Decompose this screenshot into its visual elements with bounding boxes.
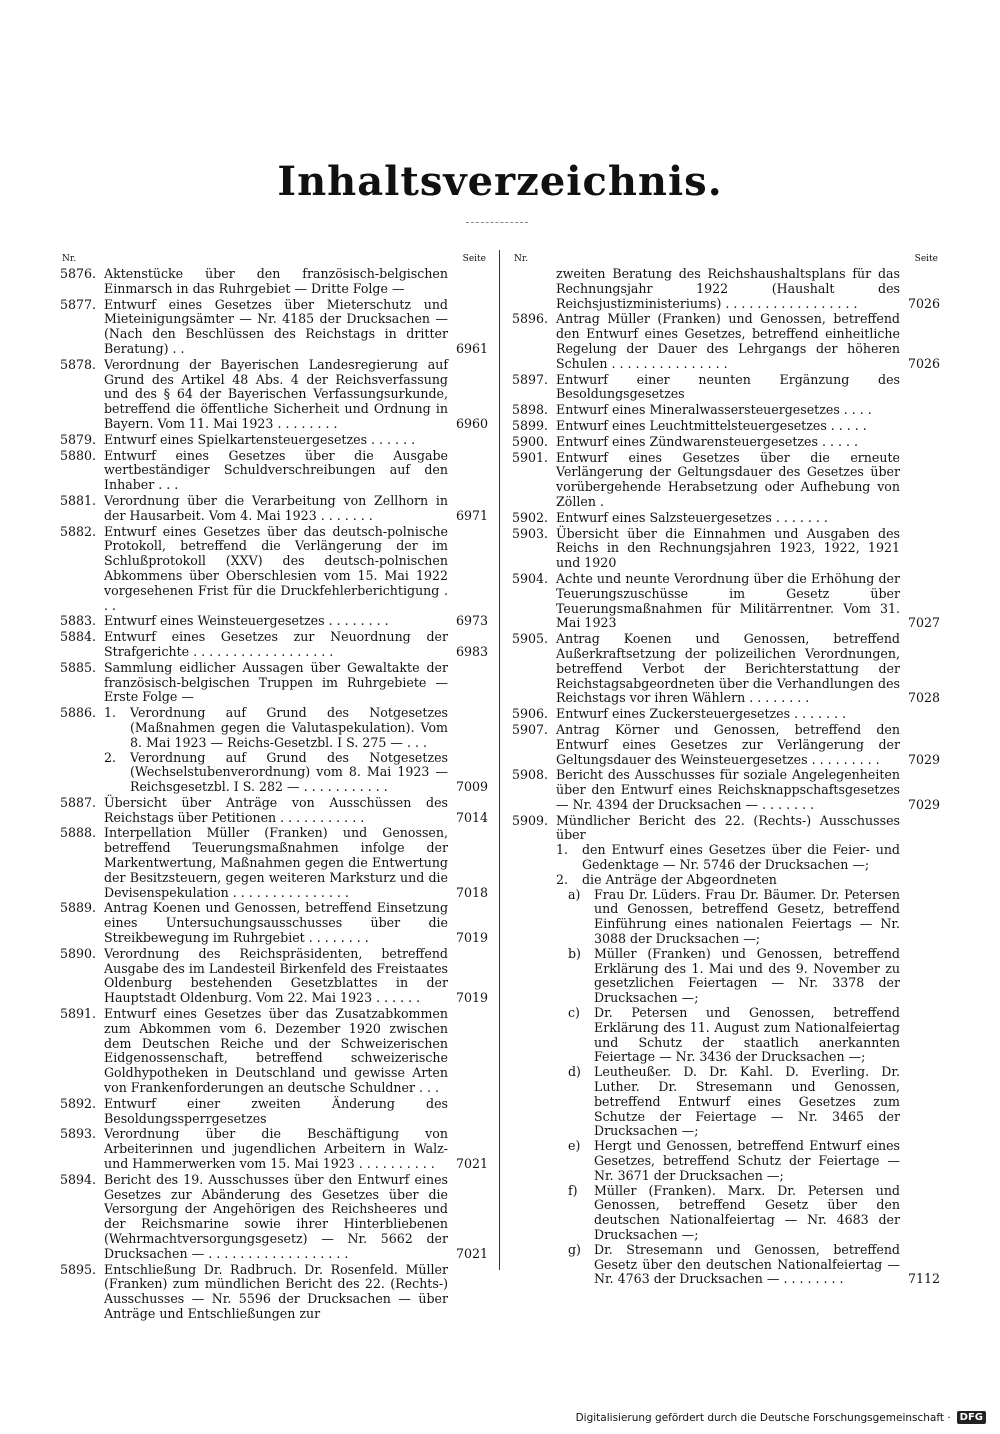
toc-entry xyxy=(60,614,488,629)
toc-entry xyxy=(60,826,488,900)
entry-content xyxy=(556,707,900,722)
entry-number: 5889. xyxy=(60,900,97,916)
entry-content xyxy=(104,1007,448,1096)
entry-body xyxy=(104,706,488,795)
entry-text: Antrag Koenen und Genossen, betreffend Einsetzung eines Untersuchungsausschusses über die Streikbewegung im Ruhrgebiet . . . . . . . . xyxy=(104,900,448,946)
entry-number: 5883. xyxy=(60,613,97,629)
entry-body xyxy=(556,707,940,722)
footer-credit xyxy=(576,1411,986,1424)
toc-entry xyxy=(60,449,488,493)
toc-entry xyxy=(512,373,940,403)
toc-entry xyxy=(512,572,940,631)
toc-entry xyxy=(60,706,488,795)
entry-page-number: 7021 xyxy=(455,1245,488,1261)
toc-entry xyxy=(60,358,488,432)
toc-entries-left xyxy=(60,267,488,1322)
entry-content xyxy=(556,723,900,767)
entry-page-number: 7026 xyxy=(907,355,940,371)
entry-page-number: 7014 xyxy=(455,809,488,825)
entry-body xyxy=(104,661,488,705)
entry-sub-item xyxy=(104,706,448,750)
entry-body xyxy=(104,1173,488,1262)
entry-text: Aktenstücke über den französisch-belgischen Einmarsch in das Ruhrgebiet — Dritte Folge — xyxy=(104,266,448,296)
entry-sub-item xyxy=(568,1065,900,1139)
entry-text: Entwurf einer zweiten Änderung des Besoldungssperrgesetzes xyxy=(104,1095,448,1126)
entry-sub-item xyxy=(568,1184,900,1243)
entry-body xyxy=(556,419,940,434)
sub-item-text: Dr. Petersen und Genossen, betreffend Erklärung des 11. August zum Nationalfeiertag und Schutz der staatlich anerkannten Feiertage — Nr. 3436 der Drucksachen —; xyxy=(594,1005,900,1065)
toc-entry xyxy=(60,494,488,524)
entry-text: Achte und neunte Verordnung über die Erhöhung der Teuerungszuschüsse im Gesetz über Teuerungsmaßnahmen für Militärrentner. Vom 31. Mai 1923 xyxy=(556,570,900,631)
entry-number: 5907. xyxy=(512,721,549,737)
toc-entry xyxy=(60,433,488,448)
entry-page-number: 7021 xyxy=(455,1156,488,1172)
entry-body xyxy=(104,826,488,900)
sub-item-text: die Anträge der Abgeordneten xyxy=(582,871,777,887)
toc-entry xyxy=(60,298,488,357)
entry-number: 5879. xyxy=(60,431,97,447)
entry-content xyxy=(104,796,448,826)
entry-text: Entwurf eines Salzsteuergesetzes . . . . . . . xyxy=(556,509,828,525)
entry-number: 5896. xyxy=(512,311,549,327)
toc-entry xyxy=(512,451,940,510)
toc-entry xyxy=(512,723,940,767)
entry-content xyxy=(104,1173,448,1262)
entry-content xyxy=(556,373,900,403)
entry-content xyxy=(556,511,900,526)
toc-entry xyxy=(60,1263,488,1322)
entry-number: 5878. xyxy=(60,356,97,372)
entry-text: Verordnung des Reichspräsidenten, betreffend Ausgabe des im Landesteil Birkenfeld des Freistaates Oldenburg bestehenden Gesetzblattes in der Hauptstadt Oldenburg. Vom 22. Mai 1923 . . . . . . xyxy=(104,945,448,1006)
entry-body xyxy=(104,358,488,432)
entry-page-number: 7027 xyxy=(907,615,940,631)
entry-content xyxy=(104,358,448,432)
toc-entry xyxy=(60,267,488,297)
entry-sub-item xyxy=(556,843,900,873)
entry-number: 5898. xyxy=(512,402,549,418)
entry-text: Verordnung der Bayerischen Landesregierung auf Grund des Artikel 48 Abs. 4 der Reichsverfassung und des § 64 der Bayerischen Verfassungsurkunde, betreffend die öffentliche Sicherheit und Ordnung in Bayern. Vom 11. Mai 1923 . . . . . . . . xyxy=(104,356,448,431)
toc-entry xyxy=(512,403,940,418)
entry-content xyxy=(104,901,448,945)
toc-entry xyxy=(512,267,940,311)
entry-text: Entwurf eines Zündwarensteuergesetzes . . . . . xyxy=(556,433,858,449)
entry-text: Entwurf eines Gesetzes über Mieterschutz und Mieteinigungsämter — Nr. 4185 der Drucksachen — (Nach den Beschlüssen des Reichstags in dritter Beratung) . . xyxy=(104,296,448,356)
entry-content xyxy=(104,1097,448,1127)
entry-sub-item xyxy=(568,888,900,947)
entry-content xyxy=(104,298,448,357)
entry-number: 5890. xyxy=(60,945,97,961)
entry-text: Bericht des 19. Ausschusses über den Entwurf eines Gesetzes zur Abänderung des Gesetzes über die Versorgung der Angehörigen des Reichsheeres und der Reichsmarine sowie ihrer Hinterbliebenen (Wehrmachtversorgungsgesetz) — Nr. 5662 der Drucksachen — . . . . . . . . . . . . . . . . . . xyxy=(104,1171,448,1261)
toc-entry xyxy=(512,435,940,450)
entry-page-number: 6960 xyxy=(455,415,488,431)
entry-text: Antrag Müller (Franken) und Genossen, betreffend den Entwurf eines Gesetzes, betreffend einheitliche Regelung der Dauer des Lehrgangs der höheren Schulen . . . . . . . . . . . . . . . xyxy=(556,311,900,371)
entry-content xyxy=(556,632,900,706)
toc-entry xyxy=(512,814,940,1288)
entry-content xyxy=(104,267,448,297)
sub-item-marker: 2. xyxy=(556,871,569,887)
sub-item-text: Müller (Franken) und Genossen, betreffend Erklärung des 1. Mai und des 9. November zu gesetzlichen Feiertagen — Nr. 3378 der Drucksachen —; xyxy=(594,945,900,1006)
sub-item-marker: 1. xyxy=(556,842,569,858)
toc-entry xyxy=(60,525,488,614)
entry-page-number: 7029 xyxy=(907,751,940,767)
header-nr: Nr. xyxy=(514,254,529,264)
entry-number: 5886. xyxy=(60,705,97,721)
entry-number: 5881. xyxy=(60,492,97,508)
column-header xyxy=(512,252,940,264)
sub-item-marker: e) xyxy=(568,1138,581,1154)
entry-number: 5897. xyxy=(512,371,549,387)
entry-text: Übersicht über Anträge von Ausschüssen des Reichstags über Petitionen . . . . . . . . . . . xyxy=(104,794,448,825)
toc-entry xyxy=(60,1127,488,1171)
entry-content xyxy=(104,494,448,524)
sub-item-marker: 1. xyxy=(104,705,117,721)
entry-number: 5880. xyxy=(60,447,97,463)
entry-content xyxy=(556,527,900,571)
entry-page-number: 6971 xyxy=(455,507,488,523)
entry-text: Interpellation Müller (Franken) und Genossen, betreffend Teuerungsmaßnahmen infolge der Markentwertung, Maßnahmen gegen die Entwertung der Besitzsteuern, gegen weiteren Marksturz und die Devisenspekulation . . . . . . . . . . . . . . . xyxy=(104,825,448,900)
entry-content xyxy=(556,572,900,631)
entry-sub-item xyxy=(104,751,448,795)
entry-content xyxy=(104,1127,448,1171)
column-header xyxy=(60,252,488,264)
entry-page-number: 7026 xyxy=(907,295,940,311)
entry-page-number: 7018 xyxy=(455,884,488,900)
entry-body xyxy=(104,298,488,357)
entry-content xyxy=(104,614,448,629)
toc-entry xyxy=(60,1173,488,1262)
entry-body xyxy=(556,768,940,812)
entry-body xyxy=(556,267,940,311)
entry-body xyxy=(104,1097,488,1127)
entry-number: 5877. xyxy=(60,296,97,312)
entry-content xyxy=(104,706,448,795)
entry-number: 5885. xyxy=(60,659,97,675)
toc-entry xyxy=(60,947,488,1006)
entry-content xyxy=(104,630,448,660)
entry-number: 5895. xyxy=(60,1261,97,1277)
entry-sub-item xyxy=(568,1139,900,1183)
entry-body xyxy=(556,373,940,403)
sub-item-marker: f) xyxy=(568,1182,578,1198)
entry-content xyxy=(556,768,900,812)
entry-page-number: 7028 xyxy=(907,690,940,706)
sub-item-marker: c) xyxy=(568,1005,580,1021)
entry-body xyxy=(104,1007,488,1096)
entry-page-number: 6961 xyxy=(455,340,488,356)
entry-sub-item xyxy=(568,1243,900,1287)
entry-number: 5899. xyxy=(512,417,549,433)
toc-entry xyxy=(60,1007,488,1096)
entry-text: Sammlung eidlicher Aussagen über Gewaltakte der französisch-belgischen Truppen im Ruhrgebiete — Erste Folge — xyxy=(104,659,448,705)
toc-entry xyxy=(512,419,940,434)
toc-entry xyxy=(60,796,488,826)
entry-text: Entwurf eines Mineralwassersteuergesetzes . . . . xyxy=(556,402,872,418)
footer-text: Digitalisierung gefördert durch die Deutsche Forschungsgemeinschaft · xyxy=(575,1411,951,1424)
toc-entry xyxy=(60,630,488,660)
entry-number: 5888. xyxy=(60,825,97,841)
sub-item-marker: b) xyxy=(568,945,581,961)
entry-text: Entwurf eines Spielkartensteuergesetzes . . . . . . xyxy=(104,431,416,447)
entry-body xyxy=(104,901,488,945)
entry-content xyxy=(556,451,900,510)
entry-content xyxy=(556,435,900,450)
entry-body xyxy=(556,312,940,371)
entry-content xyxy=(556,814,900,1288)
entry-text: Entwurf einer neunten Ergänzung des Besoldungsgesetzes xyxy=(556,371,900,402)
entry-page-number: 7019 xyxy=(455,990,488,1006)
sub-item-text: Dr. Stresemann und Genossen, betreffend Gesetz über den deutschen Nationalfeiertag — Nr. 4763 der Drucksachen — . . . . . . . . xyxy=(594,1241,900,1287)
entry-number: 5884. xyxy=(60,629,97,645)
column-divider xyxy=(499,250,500,1270)
entry-body xyxy=(104,433,488,448)
title-divider xyxy=(466,222,528,223)
sub-item-marker: d) xyxy=(568,1064,581,1080)
entry-text: Verordnung über die Beschäftigung von Arbeiterinnen und jugendlichen Arbeitern in Walz- und Hammerwerken vom 15. Mai 1923 . . . . . . . . . . xyxy=(104,1126,448,1172)
entry-text: Mündlicher Bericht des 22. (Rechts-) Ausschusses über xyxy=(556,812,900,843)
header-seite: Seite xyxy=(462,254,486,264)
toc-column-left xyxy=(60,252,488,1323)
entry-number: 5892. xyxy=(60,1095,97,1111)
entry-content xyxy=(556,267,900,311)
entry-number: 5909. xyxy=(512,812,549,828)
entry-number: 5887. xyxy=(60,794,97,810)
entry-text: Antrag Körner und Genossen, betreffend den Entwurf eines Gesetzes zur Verlängerung der Geltungsdauer des Weinsteuergesetzes . . . . . . . . . xyxy=(556,721,900,767)
sub-item-text: Frau Dr. Lüders. Frau Dr. Bäumer. Dr. Petersen und Genossen, betreffend Gesetz, betreffend Einführung eines nationalen Feiertags — Nr. 3088 der Drucksachen —; xyxy=(594,886,900,947)
entry-text: Entwurf eines Gesetzes zur Neuordnung der Strafgerichte . . . . . . . . . . . . . . . . . . xyxy=(104,629,448,659)
toc-entry xyxy=(60,901,488,945)
entry-number: 5882. xyxy=(60,523,97,539)
sub-item-text: Verordnung auf Grund des Notgesetzes (Wechselstubenverordnung) vom 8. Mai 1923 — Reichsgesetzbl. I S. 282 — . . . . . . . . . . . xyxy=(130,749,448,795)
entry-number: 5904. xyxy=(512,570,549,586)
entry-content xyxy=(556,419,900,434)
entry-body xyxy=(556,403,940,418)
toc-entries-right xyxy=(512,267,940,1287)
entry-content xyxy=(104,433,448,448)
entry-number: 5903. xyxy=(512,525,549,541)
toc-entry xyxy=(512,768,940,812)
entry-body xyxy=(104,630,488,660)
entry-number: 5891. xyxy=(60,1006,97,1022)
sub-item-text: Hergt und Genossen, betreffend Entwurf eines Gesetzes, betreffend Schutz der Feiertage — Nr. 3671 der Drucksachen —; xyxy=(594,1138,900,1183)
entry-text: Entwurf eines Weinsteuergesetzes . . . . . . . . xyxy=(104,613,389,629)
entry-text: Entwurf eines Leuchtmittelsteuergesetzes . . . . . xyxy=(556,417,867,433)
entry-body xyxy=(104,1263,488,1322)
entry-body xyxy=(104,1127,488,1171)
entry-body xyxy=(556,451,940,510)
entry-page-number: 7112 xyxy=(907,1271,940,1287)
entry-body xyxy=(104,494,488,524)
entry-text: Entwurf eines Gesetzes über das Zusatzabkommen zum Abkommen vom 6. Dezember 1920 zwischen dem Deutschen Reiche und der Schweizerischen Eidgenossenschaft, betreffend schweizerische Goldhypotheken in Deutschland und gewisse Arten von Frankenforderungen an deutsche Schuldner . . . xyxy=(104,1006,448,1096)
entry-text: Übersicht über die Einnahmen und Ausgaben des Reichs in den Rechnungsjahren 1923, 1922, 1921 und 1920 xyxy=(556,525,900,571)
sub-item-text: Müller (Franken). Marx. Dr. Petersen und Genossen, betreffend Gesetz über den deutschen Nationalfeiertag — Nr. 4683 der Drucksachen —; xyxy=(594,1182,900,1242)
entry-body xyxy=(104,267,488,297)
entry-page-number: 7029 xyxy=(907,796,940,812)
entry-body xyxy=(556,511,940,526)
entry-body xyxy=(556,723,940,767)
entry-text: Bericht des Ausschusses für soziale Angelegenheiten über den Entwurf eines Reichsknappschaftsgesetzes — Nr. 4394 der Drucksachen — . . . . . . . xyxy=(556,767,900,812)
sub-item-marker: 2. xyxy=(104,749,117,765)
sub-item-marker: g) xyxy=(568,1241,581,1257)
entry-body xyxy=(556,814,940,1288)
toc-entry xyxy=(512,707,940,722)
entry-number xyxy=(512,267,556,311)
entry-body xyxy=(556,527,940,571)
entry-content xyxy=(104,826,448,900)
entry-body xyxy=(104,614,488,629)
entry-page-number: 6983 xyxy=(455,643,488,659)
toc-column-right xyxy=(512,252,940,1288)
entry-page-number: 7009 xyxy=(455,779,488,795)
entry-text: Entschließung Dr. Radbruch. Dr. Rosenfeld. Müller (Franken) zum mündlichen Bericht des 22. (Rechts-) Ausschusses — Nr. 5596 der Drucksachen — über Anträge und Entschließungen zur xyxy=(104,1261,448,1321)
toc-entry xyxy=(60,661,488,705)
entry-page-number: 7019 xyxy=(455,930,488,946)
entry-content xyxy=(556,403,900,418)
entry-content xyxy=(104,661,448,705)
entry-number: 5893. xyxy=(60,1126,97,1142)
dfg-logo: DFG xyxy=(957,1411,986,1424)
entry-body xyxy=(104,449,488,493)
entry-content xyxy=(104,1263,448,1322)
entry-body xyxy=(556,632,940,706)
page-title: Inhaltsverzeichnis. xyxy=(277,158,723,205)
entry-body xyxy=(104,796,488,826)
entry-content xyxy=(104,525,448,614)
entry-sub-item xyxy=(568,947,900,1006)
sub-item-text: Leuthеußer. D. Dr. Kahl. D. Everling. Dr. Luther. Dr. Stresemann und Genossen, betreffend Entwurf eines Gesetzes zum Schutze der Feiertage — Nr. 3465 der Drucksachen —; xyxy=(594,1064,900,1139)
header-seite: Seite xyxy=(914,254,938,264)
entry-text: Entwurf eines Gesetzes über die Ausgabe wertbeständiger Schuldverschreibungen auf den Inhaber . . . xyxy=(104,447,448,493)
sub-item-text: Verordnung auf Grund des Notgesetzes (Maßnahmen gegen die Valutaspekulation). Vom 8. Mai 1923 — Reichs-Gesetzbl. I S. 275 — . . . xyxy=(130,705,448,750)
entry-body xyxy=(104,525,488,614)
entry-content xyxy=(104,947,448,1006)
entry-number: 5876. xyxy=(60,266,97,281)
entry-number: 5900. xyxy=(512,433,549,449)
toc-entry xyxy=(512,511,940,526)
entry-text: Antrag Koenen und Genossen, betreffend Außerkraftsetzung der polizeilichen Verordnungen, betreffend Verbot der Berichterstattung der Reichstagsabgeordneten über die Verhandlungen des Reichstags vor ihren Wählern . . . . . . . . xyxy=(556,631,900,706)
sub-item-text: den Entwurf eines Gesetzes über die Feier- und Gedenktage — Nr. 5746 der Drucksachen —; xyxy=(582,842,900,873)
toc-entry xyxy=(60,1097,488,1127)
entry-text: Entwurf eines Gesetzes über das deutsch-polnische Protokoll, betreffend die Verlängerung der im Schlußprotokoll (XXV) des deutsch-polnischen Abkommens über Oberschlesien vom 15. Mai 1922 vorgesehenen Frist für die Druckfehlerberichtigung . . . xyxy=(104,523,448,613)
entry-text: Verordnung über die Verarbeitung von Zellhorn in der Hausarbeit. Vom 4. Mai 1923 . . . . . . . xyxy=(104,492,448,523)
entry-body xyxy=(556,572,940,631)
toc-entry xyxy=(512,632,940,706)
entry-content xyxy=(104,449,448,493)
entry-number: 5908. xyxy=(512,767,549,783)
entry-content xyxy=(556,312,900,371)
entry-number: 5902. xyxy=(512,509,549,525)
entry-number: 5906. xyxy=(512,706,549,722)
entry-page-number: 6973 xyxy=(455,613,488,629)
entry-sub-item xyxy=(568,1006,900,1065)
entry-sub-item xyxy=(556,873,900,888)
entry-text: Entwurf eines Gesetzes über die erneute Verlängerung der Geltungsdauer des Gesetzes über vorübergehende Herabsetzung oder Aufhebung von Zöllen . xyxy=(556,449,900,509)
entry-number: 5901. xyxy=(512,449,549,465)
sub-item-marker: a) xyxy=(568,886,581,902)
entry-text: zweiten Beratung des Reichshaushaltsplans für das Rechnungsjahr 1922 (Haushalt des Reichsjustizministeriums) . . . . . . . . . . . . . . . . . xyxy=(556,266,900,311)
toc-entry xyxy=(512,527,940,571)
entry-body xyxy=(556,435,940,450)
entry-number: 5894. xyxy=(60,1171,97,1187)
toc-entry xyxy=(512,312,940,371)
header-nr: Nr. xyxy=(62,254,77,264)
entry-body xyxy=(104,947,488,1006)
entry-number: 5905. xyxy=(512,631,549,647)
entry-text: Entwurf eines Zuckersteuergesetzes . . . . . . . xyxy=(556,706,847,722)
